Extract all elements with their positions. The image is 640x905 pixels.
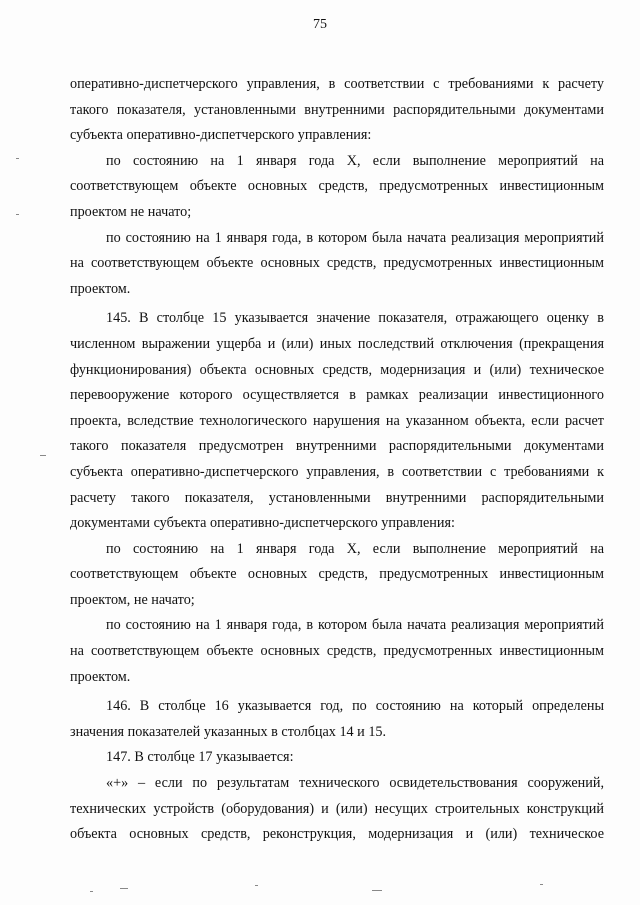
paragraph-item-start-year: по состоянию на 1 января года, в котором была начата реализация мероприятий на соответствующем объекте основных средств, предусмотренных инвестиционным проектом. bbox=[70, 229, 604, 297]
paragraph-item-year-x-2: по состоянию на 1 января года Х, если выполнение мероприятий на соответствующем объекте основных средств, предусмотренных инвестиционным проектом, не начато; bbox=[70, 540, 604, 608]
scan-artifact bbox=[90, 891, 93, 892]
paragraph-147: 147. В столбце 17 указывается: bbox=[106, 749, 294, 766]
paragraph-item-start-year-2: по состоянию на 1 января года, в котором была начата реализация мероприятий на соответствующем объекте основных средств, предусмотренных инвестиционным проектом. bbox=[70, 617, 604, 685]
scan-artifact bbox=[255, 885, 258, 886]
paragraph-continuation: оперативно-диспетчерского управления, в соответствии с требованиями к расчету такого показателя, установленными внутренними распорядительными документами субъекта оперативно-диспетчерского управления: bbox=[70, 76, 604, 144]
document-body bbox=[70, 72, 604, 848]
scan-artifact bbox=[120, 888, 128, 889]
scan-artifact bbox=[372, 890, 382, 891]
scan-artifact bbox=[16, 158, 19, 159]
paragraph-146: 146. В столбце 16 указывается год, по состоянию на который определены значения показателей указанных в столбцах 14 и 15. bbox=[70, 698, 604, 740]
paragraph-plus-item: «+» – если по результатам технического освидетельствования сооружений, технических устройств (оборудования) и (или) несущих строительных конструкций объекта основных средств, реконструкция, модернизация и (или) техническое bbox=[70, 775, 604, 843]
paragraph-item-year-x: по состоянию на 1 января года Х, если выполнение мероприятий на соответствующем объекте основных средств, предусмотренных инвестиционным проектом не начато; bbox=[70, 152, 604, 220]
page-number: 75 bbox=[313, 17, 327, 32]
scan-artifact bbox=[16, 214, 19, 215]
scan-artifact bbox=[540, 884, 543, 885]
scan-artifact bbox=[40, 455, 46, 456]
paragraph-145: 145. В столбце 15 указывается значение показателя, отражающего оценку в численном выражении ущерба и (или) иных последствий отключения (прекращения функционирования) объекта основных средств, модернизация и (или) техническое перевооружение которого осуществляется в рамках реализации инвестиционного проекта, вследствие технологического нарушения на указанном объекта, если расчет такого показателя предусмотрен внутренними распорядительными документами субъекта оперативно-диспетчерского управления, в соответствии с требованиями к расчету такого показателя, установленными внутренними распорядительными документами субъекта оперативно-диспетчерского управления: bbox=[70, 310, 604, 532]
